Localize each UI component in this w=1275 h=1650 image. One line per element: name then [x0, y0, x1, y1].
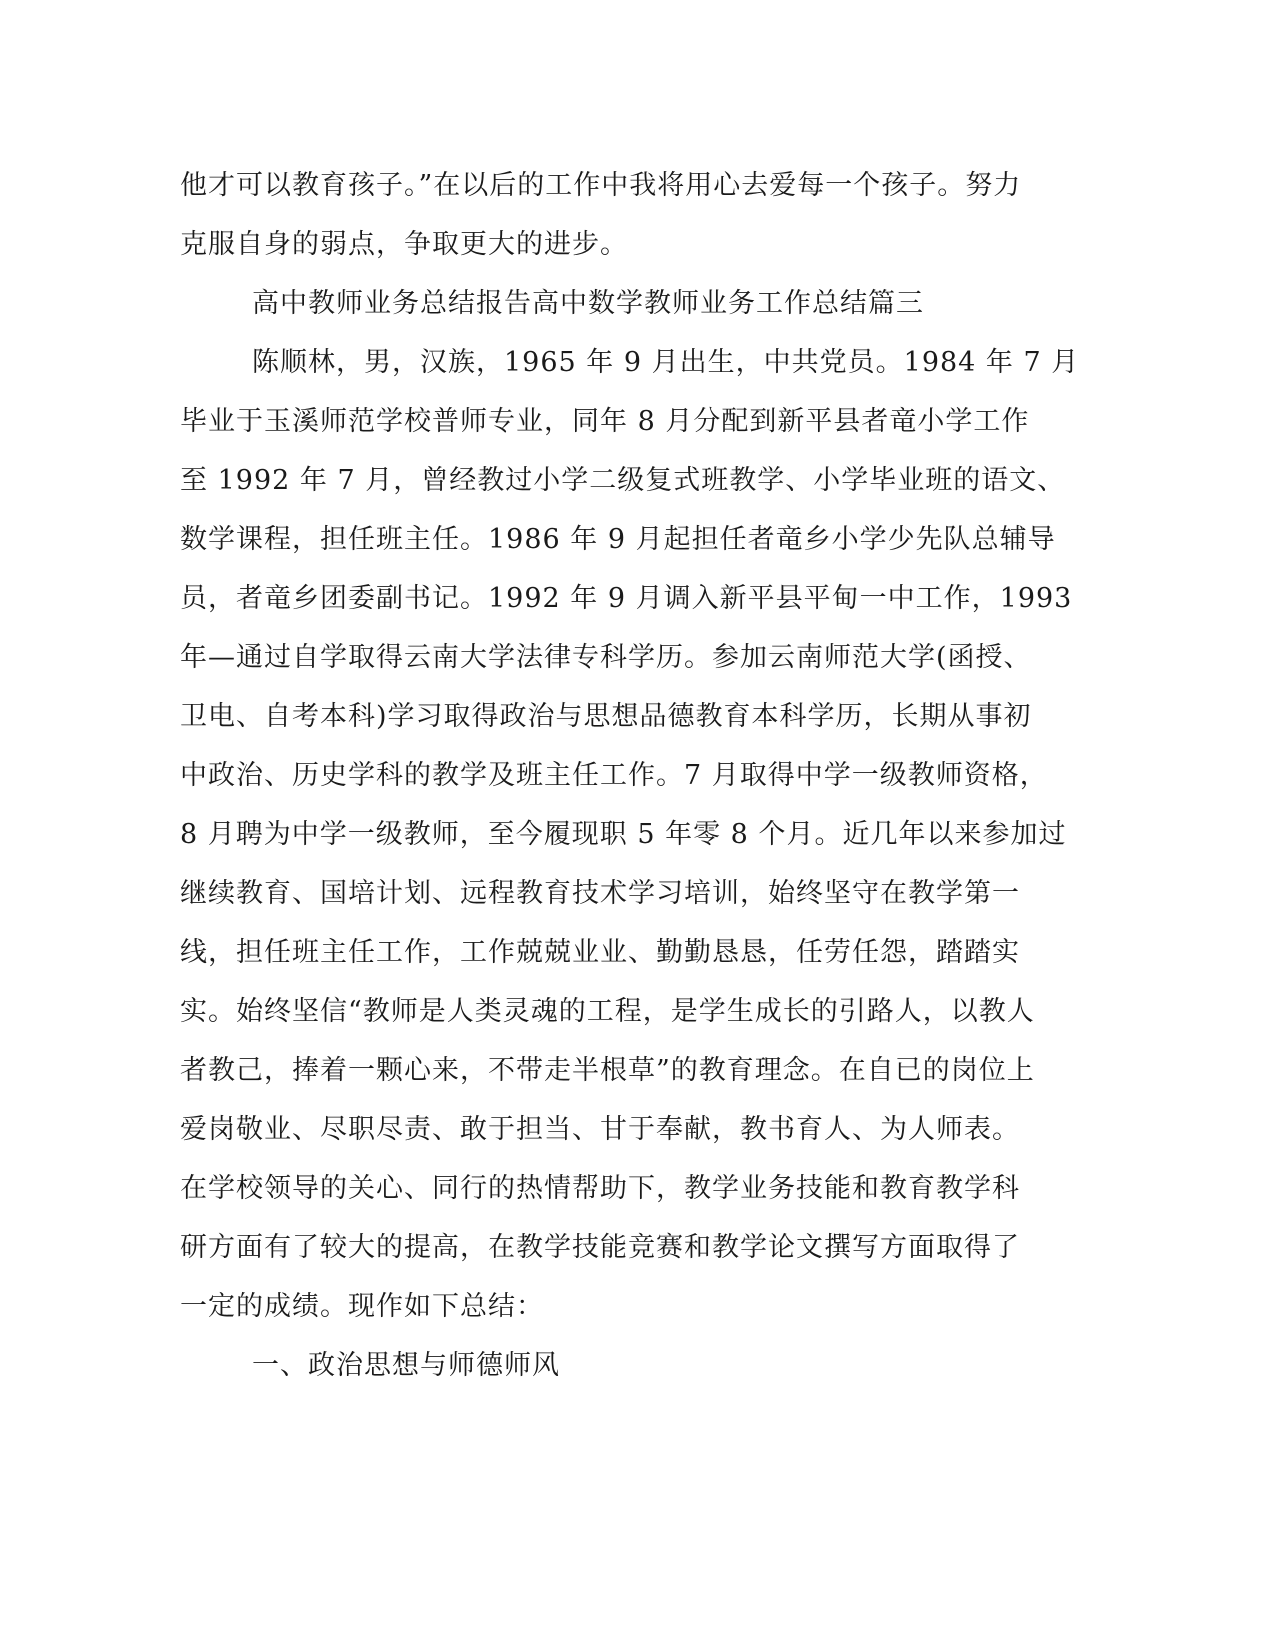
- text-line: 者教己，捧着一颗心来，不带走半根草”的教育理念。在自已的岗位上: [180, 1055, 1035, 1086]
- text-line: 线，担任班主任工作，工作兢兢业业、勤勤恳恳，任劳任怨，踏踏实: [180, 937, 1020, 968]
- text-line: 中政治、历史学科的教学及班主任工作。7 月取得中学一级教师资格，: [180, 760, 1048, 791]
- text-line: 他才可以教育孩子。”在以后的工作中我将用心去爱每一个孩子。努力: [180, 170, 1022, 201]
- text-line: 员，者竜乡团委副书记。1992 年 9 月调入新平县平甸一中工作，1993: [180, 583, 1073, 614]
- section-title: 高中教师业务总结报告高中数学教师业务工作总结篇三: [252, 288, 924, 319]
- text-line: 毕业于玉溪师范学校普师专业，同年 8 月分配到新平县者竜小学工作: [180, 406, 1030, 437]
- text-line: 8 月聘为中学一级教师，至今履现职 5 年零 8 个月。近几年以来参加过: [180, 819, 1067, 850]
- text-line: 数学课程，担任班主任。1986 年 9 月起担任者竜乡小学少先队总辅导: [180, 524, 1056, 555]
- text-line: 卫电、自考本科)学习取得政治与思想品德教育本科学历，长期从事初: [180, 701, 1032, 732]
- text-line: 在学校领导的关心、同行的热情帮助下，教学业务技能和教育教学科: [180, 1173, 1020, 1204]
- paragraph-start: 陈顺林，男，汉族，1965 年 9 月出生，中共党员。1984 年 7 月: [252, 347, 1080, 378]
- text-line: 至 1992 年 7 月，曾经教过小学二级复式班教学、小学毕业班的语文、: [180, 465, 1066, 496]
- text-line: 实。始终坚信“教师是人类灵魂的工程，是学生成长的引路人，以教人: [180, 996, 1035, 1027]
- section-heading: 一、政治思想与师德师风: [252, 1350, 560, 1381]
- text-line: 一定的成绩。现作如下总结：: [180, 1291, 544, 1322]
- text-line: 继续教育、国培计划、远程教育技术学习培训，始终坚守在教学第一: [180, 878, 1020, 909]
- text-line: 克服自身的弱点，争取更大的进步。: [180, 229, 628, 260]
- text-line: 年—通过自学取得云南大学法律专科学历。参加云南师范大学(函授、: [180, 642, 1032, 673]
- text-line: 研方面有了较大的提高，在教学技能竞赛和教学论文撰写方面取得了: [180, 1232, 1020, 1263]
- text-line: 爱岗敬业、尽职尽责、敢于担当、甘于奉献，教书育人、为人师表。: [180, 1114, 1020, 1145]
